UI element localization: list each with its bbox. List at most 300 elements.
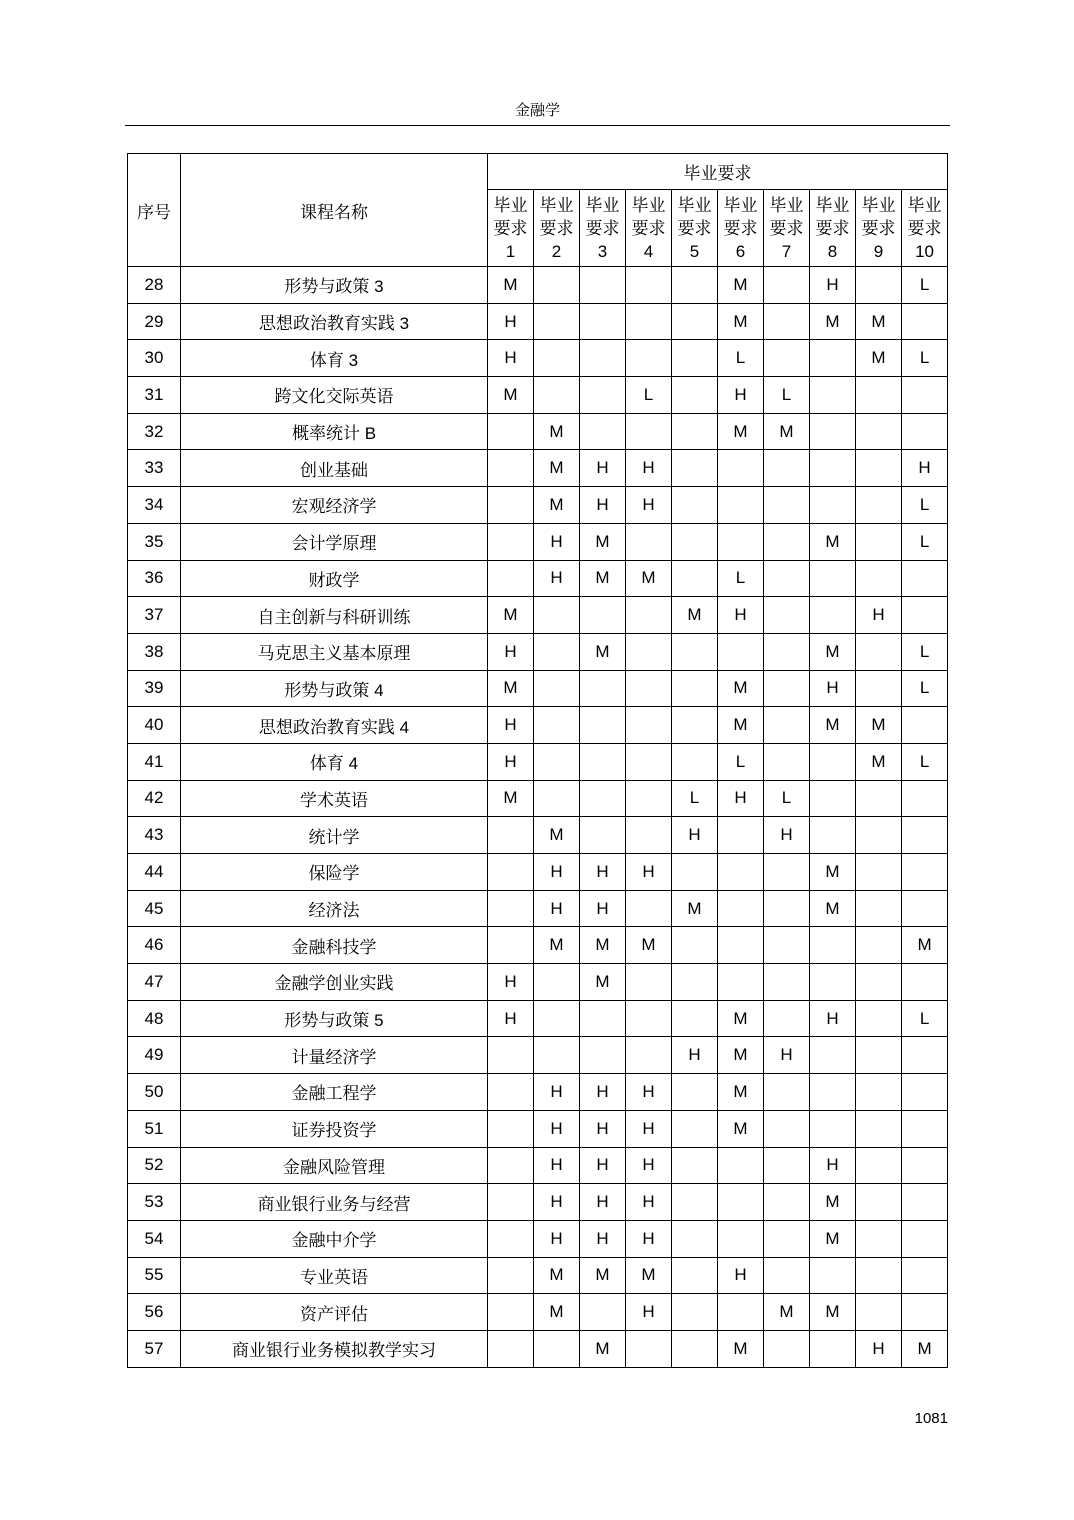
req-level-cell: H	[534, 523, 580, 560]
req-level-cell: H	[718, 780, 764, 817]
req-level-cell	[626, 780, 672, 817]
req-level-cell	[718, 523, 764, 560]
req-level-cell: H	[534, 854, 580, 891]
req-header-part: 要求	[907, 218, 942, 238]
table-row	[128, 927, 948, 964]
req-level-cell	[626, 1330, 672, 1367]
column-header-req-1	[488, 190, 534, 267]
req-level-cell	[764, 670, 810, 707]
req-level-cell	[580, 340, 626, 377]
course-name: 会计学原理	[181, 523, 488, 560]
req-level-cell	[764, 1257, 810, 1294]
table-row	[128, 854, 948, 891]
req-level-cell: H	[856, 597, 902, 634]
req-level-cell	[672, 303, 718, 340]
req-level-cell	[856, 890, 902, 927]
course-name: 财政学	[181, 560, 488, 597]
req-level-cell: H	[764, 817, 810, 854]
req-level-cell	[764, 597, 810, 634]
req-level-cell	[764, 1330, 810, 1367]
row-number: 34	[128, 487, 181, 524]
req-level-cell: M	[856, 340, 902, 377]
req-level-cell	[626, 964, 672, 1001]
req-level-cell	[718, 1184, 764, 1221]
course-name: 概率统计 B	[181, 413, 488, 450]
req-level-cell: M	[534, 487, 580, 524]
req-level-cell	[626, 523, 672, 560]
req-header-part: 10	[915, 241, 934, 261]
req-level-cell: M	[580, 1257, 626, 1294]
req-level-cell: H	[810, 1147, 856, 1184]
req-level-cell: M	[488, 267, 534, 304]
req-level-cell	[580, 780, 626, 817]
req-header-part: 毕业	[723, 195, 758, 215]
row-number: 57	[128, 1330, 181, 1367]
req-level-cell: M	[718, 707, 764, 744]
req-level-cell	[856, 633, 902, 670]
req-level-cell	[856, 523, 902, 560]
req-level-cell	[856, 450, 902, 487]
req-level-cell	[626, 413, 672, 450]
course-name: 形势与政策 5	[181, 1000, 488, 1037]
req-level-cell	[902, 1074, 948, 1111]
header-title: 金融学	[514, 102, 560, 119]
req-level-cell: H	[626, 1147, 672, 1184]
req-level-cell	[672, 1110, 718, 1147]
req-level-cell	[488, 413, 534, 450]
table-row	[128, 1147, 948, 1184]
req-level-cell	[764, 1184, 810, 1221]
req-level-cell	[672, 377, 718, 414]
table-row	[128, 267, 948, 304]
table-row	[128, 817, 948, 854]
req-level-cell: L	[626, 377, 672, 414]
table-row	[128, 340, 948, 377]
req-level-cell: H	[488, 707, 534, 744]
row-number: 53	[128, 1184, 181, 1221]
req-header-part: 要求	[585, 218, 620, 238]
table-row	[128, 487, 948, 524]
req-level-cell: L	[902, 340, 948, 377]
req-level-cell	[672, 1330, 718, 1367]
req-level-cell	[810, 377, 856, 414]
req-level-cell	[764, 1074, 810, 1111]
req-level-cell	[718, 487, 764, 524]
req-level-cell	[488, 450, 534, 487]
req-level-cell	[856, 817, 902, 854]
req-level-cell	[488, 1074, 534, 1111]
req-level-cell: H	[534, 1220, 580, 1257]
course-name: 学术英语	[181, 780, 488, 817]
row-number: 55	[128, 1257, 181, 1294]
course-name: 形势与政策 3	[181, 267, 488, 304]
table-row	[128, 523, 948, 560]
req-level-cell	[856, 1294, 902, 1331]
row-number: 35	[128, 523, 181, 560]
req-level-cell	[672, 413, 718, 450]
req-level-cell: H	[534, 1147, 580, 1184]
table-row	[128, 633, 948, 670]
req-level-cell	[810, 743, 856, 780]
req-level-cell	[902, 597, 948, 634]
req-level-cell: M	[626, 560, 672, 597]
req-level-cell	[534, 267, 580, 304]
req-level-cell: H	[626, 450, 672, 487]
req-level-cell	[626, 817, 672, 854]
req-level-cell	[856, 413, 902, 450]
req-level-cell	[534, 743, 580, 780]
req-level-cell	[580, 377, 626, 414]
req-level-cell	[856, 964, 902, 1001]
req-level-cell: M	[718, 413, 764, 450]
req-level-cell	[672, 633, 718, 670]
req-level-cell	[580, 303, 626, 340]
req-header-part: 毕业	[815, 195, 850, 215]
req-level-cell	[488, 560, 534, 597]
req-level-cell: M	[488, 780, 534, 817]
req-header-part: 要求	[677, 218, 712, 238]
req-level-cell	[764, 523, 810, 560]
course-name: 商业银行业务模拟教学实习	[181, 1330, 488, 1367]
req-level-cell	[672, 854, 718, 891]
req-level-cell: H	[672, 817, 718, 854]
req-level-cell: M	[534, 817, 580, 854]
req-level-cell	[626, 890, 672, 927]
row-number: 29	[128, 303, 181, 340]
req-level-cell: H	[810, 267, 856, 304]
req-level-cell: M	[580, 560, 626, 597]
row-number: 44	[128, 854, 181, 891]
req-header-part: 要求	[539, 218, 574, 238]
req-level-cell	[810, 487, 856, 524]
req-level-cell	[580, 1000, 626, 1037]
req-level-cell	[810, 560, 856, 597]
req-level-cell	[856, 1037, 902, 1074]
req-level-cell	[810, 450, 856, 487]
req-level-cell	[856, 1110, 902, 1147]
req-level-cell: M	[810, 890, 856, 927]
req-level-cell: L	[902, 523, 948, 560]
req-level-cell: H	[580, 890, 626, 927]
row-number: 41	[128, 743, 181, 780]
req-level-cell: L	[718, 743, 764, 780]
table-row	[128, 560, 948, 597]
req-level-cell: M	[488, 670, 534, 707]
req-level-cell: H	[488, 743, 534, 780]
req-level-cell: M	[534, 1257, 580, 1294]
course-name: 商业银行业务与经营	[181, 1184, 488, 1221]
course-name: 证券投资学	[181, 1110, 488, 1147]
req-level-cell	[580, 743, 626, 780]
req-level-cell	[856, 670, 902, 707]
req-level-cell	[672, 560, 718, 597]
table-row	[128, 890, 948, 927]
course-name: 体育 3	[181, 340, 488, 377]
req-level-cell: M	[810, 854, 856, 891]
req-level-cell	[902, 1184, 948, 1221]
req-level-cell	[764, 964, 810, 1001]
req-level-cell: M	[718, 1074, 764, 1111]
req-level-cell: L	[764, 377, 810, 414]
req-level-cell	[672, 1257, 718, 1294]
req-level-cell: H	[718, 377, 764, 414]
req-level-cell	[856, 377, 902, 414]
req-level-cell: M	[810, 633, 856, 670]
table-row	[128, 1184, 948, 1221]
req-level-cell	[626, 1037, 672, 1074]
req-level-cell: H	[580, 1110, 626, 1147]
req-level-cell	[488, 1110, 534, 1147]
row-number: 30	[128, 340, 181, 377]
req-level-cell	[626, 303, 672, 340]
course-name: 计量经济学	[181, 1037, 488, 1074]
row-number: 54	[128, 1220, 181, 1257]
req-level-cell: L	[902, 267, 948, 304]
req-header-part: 要求	[769, 218, 804, 238]
req-level-cell	[810, 817, 856, 854]
column-header-req-8	[810, 190, 856, 267]
row-number: 40	[128, 707, 181, 744]
req-level-cell: H	[580, 854, 626, 891]
table-row	[128, 964, 948, 1001]
req-header-part: 毕业	[539, 195, 574, 215]
req-level-cell: M	[810, 523, 856, 560]
row-number: 52	[128, 1147, 181, 1184]
req-level-cell	[718, 964, 764, 1001]
req-level-cell: H	[580, 487, 626, 524]
req-level-cell	[856, 1184, 902, 1221]
req-level-cell	[488, 1220, 534, 1257]
req-level-cell	[764, 560, 810, 597]
req-level-cell	[672, 1184, 718, 1221]
req-level-cell	[810, 927, 856, 964]
req-header-part: 2	[551, 241, 562, 261]
req-level-cell: M	[810, 707, 856, 744]
row-number: 49	[128, 1037, 181, 1074]
table-row	[128, 780, 948, 817]
req-level-cell: H	[902, 450, 948, 487]
req-level-cell: H	[488, 1000, 534, 1037]
course-name: 自主创新与科研训练	[181, 597, 488, 634]
req-level-cell	[580, 707, 626, 744]
column-header-seq: 序号	[128, 154, 181, 267]
req-header-part: 8	[827, 241, 838, 261]
req-level-cell: H	[626, 854, 672, 891]
req-level-cell	[488, 1037, 534, 1074]
req-level-cell	[488, 1294, 534, 1331]
req-header-part: 毕业	[677, 195, 712, 215]
table-row	[128, 1074, 948, 1111]
req-level-cell	[672, 743, 718, 780]
req-level-cell: M	[764, 413, 810, 450]
req-level-cell	[902, 560, 948, 597]
course-name: 金融风险管理	[181, 1147, 488, 1184]
req-level-cell	[902, 707, 948, 744]
course-name: 马克思主义基本原理	[181, 633, 488, 670]
course-name: 金融科技学	[181, 927, 488, 964]
req-level-cell: M	[580, 523, 626, 560]
req-level-cell: M	[626, 927, 672, 964]
table-row	[128, 670, 948, 707]
req-level-cell	[856, 487, 902, 524]
req-level-cell: H	[626, 1184, 672, 1221]
row-number: 31	[128, 377, 181, 414]
table-row	[128, 707, 948, 744]
row-number: 45	[128, 890, 181, 927]
req-level-cell: H	[488, 340, 534, 377]
req-level-cell	[580, 597, 626, 634]
req-level-cell	[810, 340, 856, 377]
req-level-cell	[902, 303, 948, 340]
req-level-cell	[488, 1257, 534, 1294]
req-level-cell: M	[902, 1330, 948, 1367]
req-header-part: 要求	[723, 218, 758, 238]
req-level-cell: H	[534, 1074, 580, 1111]
req-level-cell: M	[580, 964, 626, 1001]
course-name: 跨文化交际英语	[181, 377, 488, 414]
req-level-cell	[534, 1000, 580, 1037]
req-level-cell	[764, 633, 810, 670]
req-level-cell	[488, 1184, 534, 1221]
req-level-cell	[718, 854, 764, 891]
req-level-cell	[902, 1257, 948, 1294]
req-level-cell: M	[580, 633, 626, 670]
req-level-cell	[534, 633, 580, 670]
req-level-cell: H	[488, 633, 534, 670]
req-level-cell: M	[810, 1184, 856, 1221]
req-level-cell	[856, 780, 902, 817]
req-level-cell	[902, 964, 948, 1001]
row-number: 37	[128, 597, 181, 634]
req-level-cell: M	[488, 597, 534, 634]
req-header-part: 要求	[815, 218, 850, 238]
column-header-req-2	[534, 190, 580, 267]
req-level-cell	[672, 707, 718, 744]
course-name: 思想政治教育实践 3	[181, 303, 488, 340]
req-level-cell: H	[626, 487, 672, 524]
req-level-cell	[764, 1147, 810, 1184]
req-level-cell	[488, 890, 534, 927]
req-level-cell	[764, 340, 810, 377]
row-number: 39	[128, 670, 181, 707]
req-level-cell: M	[902, 927, 948, 964]
req-level-cell	[534, 670, 580, 707]
page-number: 1081	[914, 1410, 948, 1427]
req-level-cell	[856, 1220, 902, 1257]
req-header-part: 毕业	[631, 195, 666, 215]
course-name: 资产评估	[181, 1294, 488, 1331]
table-row	[128, 1257, 948, 1294]
req-level-cell: M	[764, 1294, 810, 1331]
req-level-cell: H	[580, 1074, 626, 1111]
req-level-cell	[626, 267, 672, 304]
req-level-cell	[580, 413, 626, 450]
req-level-cell	[626, 1000, 672, 1037]
row-number: 46	[128, 927, 181, 964]
row-number: 56	[128, 1294, 181, 1331]
req-level-cell	[856, 854, 902, 891]
table-row	[128, 303, 948, 340]
req-level-cell	[810, 413, 856, 450]
req-level-cell: M	[626, 1257, 672, 1294]
req-level-cell	[672, 1000, 718, 1037]
row-number: 43	[128, 817, 181, 854]
req-level-cell: H	[488, 964, 534, 1001]
req-level-cell: L	[764, 780, 810, 817]
table-row	[128, 1294, 948, 1331]
row-number: 47	[128, 964, 181, 1001]
req-level-cell: H	[672, 1037, 718, 1074]
req-level-cell: H	[534, 560, 580, 597]
req-level-cell: M	[718, 670, 764, 707]
course-name: 金融学创业实践	[181, 964, 488, 1001]
req-level-cell	[672, 340, 718, 377]
req-level-cell	[672, 1220, 718, 1257]
req-level-cell: H	[718, 597, 764, 634]
req-level-cell: H	[488, 303, 534, 340]
req-level-cell	[718, 927, 764, 964]
course-name: 金融工程学	[181, 1074, 488, 1111]
req-level-cell	[488, 927, 534, 964]
table-body	[128, 267, 948, 1368]
req-level-cell	[626, 743, 672, 780]
req-level-cell	[810, 597, 856, 634]
req-level-cell: L	[902, 633, 948, 670]
req-level-cell: M	[580, 1330, 626, 1367]
req-level-cell: M	[810, 1220, 856, 1257]
req-level-cell: H	[580, 1220, 626, 1257]
req-header-part: 4	[643, 241, 654, 261]
req-header-part: 5	[689, 241, 700, 261]
req-level-cell: M	[856, 303, 902, 340]
req-level-cell: H	[534, 1110, 580, 1147]
column-header-req-9	[856, 190, 902, 267]
column-header-name: 课程名称	[181, 154, 488, 267]
req-level-cell	[856, 1074, 902, 1111]
req-level-cell: M	[718, 1110, 764, 1147]
table-row	[128, 413, 948, 450]
req-level-cell	[764, 890, 810, 927]
table-row	[128, 1000, 948, 1037]
req-level-cell: M	[534, 1294, 580, 1331]
column-header-req-7	[764, 190, 810, 267]
req-header-part: 要求	[493, 218, 528, 238]
req-level-cell	[488, 523, 534, 560]
table-row	[128, 597, 948, 634]
table-row	[128, 377, 948, 414]
req-level-cell	[672, 964, 718, 1001]
req-level-cell	[626, 340, 672, 377]
req-level-cell: M	[534, 450, 580, 487]
req-level-cell: M	[534, 927, 580, 964]
course-name: 保险学	[181, 854, 488, 891]
req-level-cell: H	[534, 890, 580, 927]
req-level-cell	[810, 1110, 856, 1147]
row-number: 42	[128, 780, 181, 817]
req-level-cell: H	[764, 1037, 810, 1074]
req-level-cell	[764, 303, 810, 340]
column-header-req-3	[580, 190, 626, 267]
req-level-cell: H	[856, 1330, 902, 1367]
page-header	[125, 100, 950, 126]
table-row	[128, 1037, 948, 1074]
req-level-cell	[672, 1147, 718, 1184]
course-name: 专业英语	[181, 1257, 488, 1294]
req-level-cell	[672, 450, 718, 487]
req-level-cell: H	[810, 1000, 856, 1037]
row-number: 33	[128, 450, 181, 487]
req-level-cell	[672, 1294, 718, 1331]
